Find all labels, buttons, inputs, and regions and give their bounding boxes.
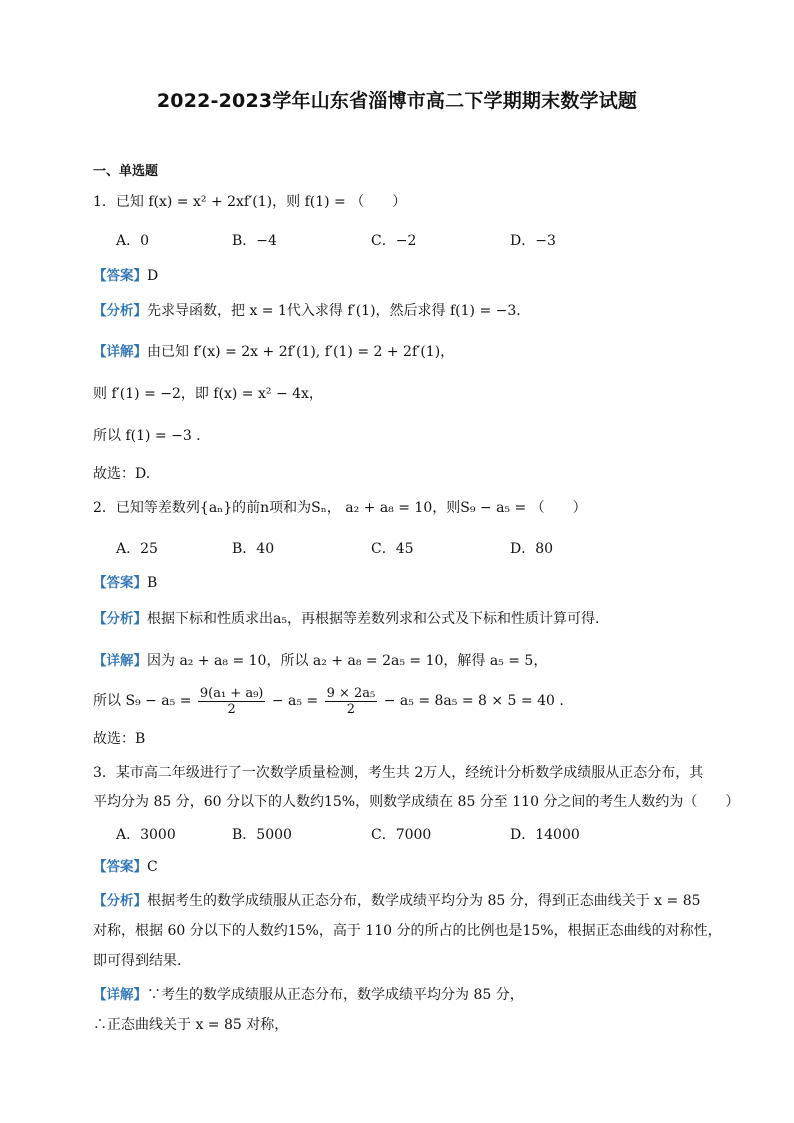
option-a: A．0 (116, 233, 150, 249)
question-1-answer (93, 267, 713, 285)
question-1-detail-line-2: 则 f′(1) = −2，即 f(x) = x² − 4x， (93, 386, 323, 402)
question-3-detail-line-2: ∴正态曲线关于 x = 85 对称， (93, 1017, 289, 1033)
detail-prefix: 所以 S₉ − a₅ = (93, 693, 196, 709)
fraction-1-numerator: 9(a₁ + a₉) (199, 685, 264, 701)
question-1-choice: 故选：D. (93, 466, 151, 482)
question-3-analysis (93, 892, 713, 910)
option-c: C．−2 (371, 233, 417, 249)
detail-tag: 【详解】 (93, 344, 147, 360)
detail-tag: 【详解】 (93, 653, 147, 669)
answer-value: B (147, 575, 158, 591)
analysis-text: 先求导函数，把 x = 1代入求得 f′(1)，然后求得 f(1) = −3. (147, 303, 521, 319)
question-2-answer (93, 574, 713, 592)
question-2-choice: 故选：B (93, 731, 146, 747)
detail-suffix: − a₅ = 8a₅ = 8 × 5 = 40 . (379, 693, 564, 709)
analysis-tag: 【分析】 (93, 893, 147, 909)
analysis-tag: 【分析】 (93, 303, 147, 319)
option-d: D．80 (510, 541, 554, 557)
answer-tag: 【答案】 (93, 575, 147, 591)
detail-text: ∵考生的数学成绩服从正态分布，数学成绩平均分为 85 分， (147, 987, 524, 1003)
detail-text: 由已知 f′(x) = 2x + 2f′(1), f′(1) = 2 + 2f′(1)， (147, 344, 455, 360)
option-d: D．−3 (510, 233, 556, 249)
detail-tag: 【详解】 (93, 987, 147, 1003)
option-b: B．5000 (232, 827, 292, 843)
answer-tag: 【答案】 (93, 859, 147, 875)
option-b: B．−4 (232, 233, 277, 249)
question-2-detail (93, 652, 713, 670)
option-c: C．7000 (371, 827, 432, 843)
detail-mid: − a₅ = (267, 693, 323, 709)
fraction-1 (198, 686, 266, 717)
fraction-2-numerator: 9 × 2a₅ (326, 685, 376, 701)
question-1-detail (93, 343, 713, 361)
option-c: C．45 (371, 541, 414, 557)
section-heading: 一、单选题 (93, 164, 159, 179)
question-2-detail-line-2 (93, 684, 713, 718)
fraction-1-denominator: 2 (227, 701, 236, 717)
question-3-analysis-line-3: 即可得到结果. (93, 953, 182, 969)
option-a: A．25 (116, 541, 158, 557)
analysis-text: 根据下标和性质求出a₅，再根据等差数列求和公式及下标和性质计算可得. (147, 611, 600, 627)
question-3-analysis-line-2: 对称，根据 60 分以下的人数约15%，高于 110 分的所占的比例也是15%，根据正态曲线的对称性， (93, 923, 722, 939)
option-a: A．3000 (116, 827, 176, 843)
analysis-tag: 【分析】 (93, 611, 147, 627)
fraction-2 (325, 686, 378, 717)
question-1-analysis (93, 302, 713, 320)
question-3-stem-line-1: 3．某市高二年级进行了一次数学质量检测，考生共 2万人，经统计分析数学成绩服从正态分布，其 (93, 765, 704, 781)
fraction-2-denominator: 2 (346, 701, 356, 717)
page-title: 2022-2023学年山东省淄博市高二下学期期末数学试题 (156, 90, 638, 112)
analysis-text: 根据考生的数学成绩服从正态分布，数学成绩平均分为 85 分，得到正态曲线关于 x = 85 (147, 893, 701, 909)
question-1-detail-line-3: 所以 f(1) = −3 . (93, 428, 201, 444)
question-3-stem-line-2: 平均分为 85 分，60 分以下的人数约15%，则数学成绩在 85 分至 110 分之间的考生人数约为（ ） (93, 794, 740, 810)
question-3-detail (93, 986, 713, 1004)
question-3-answer (93, 858, 713, 876)
detail-text: 因为 a₂ + a₈ = 10，所以 a₂ + a₈ = 2a₅ = 10，解得 a₅ = 5， (147, 653, 548, 669)
answer-value: C (147, 859, 158, 875)
option-d: D．14000 (510, 827, 580, 843)
option-b: B．40 (232, 541, 275, 557)
answer-tag: 【答案】 (93, 268, 147, 284)
question-1-stem: 1．已知 f(x) = x² + 2xf′(1)，则 f(1) = （ ） (93, 194, 407, 210)
question-2-stem: 2．已知等差数列{aₙ}的前n项和为Sₙ， a₂ + a₈ = 10，则S₉ − a₅ = （ ） (93, 500, 587, 516)
answer-value: D (147, 268, 159, 284)
question-2-analysis (93, 610, 713, 628)
